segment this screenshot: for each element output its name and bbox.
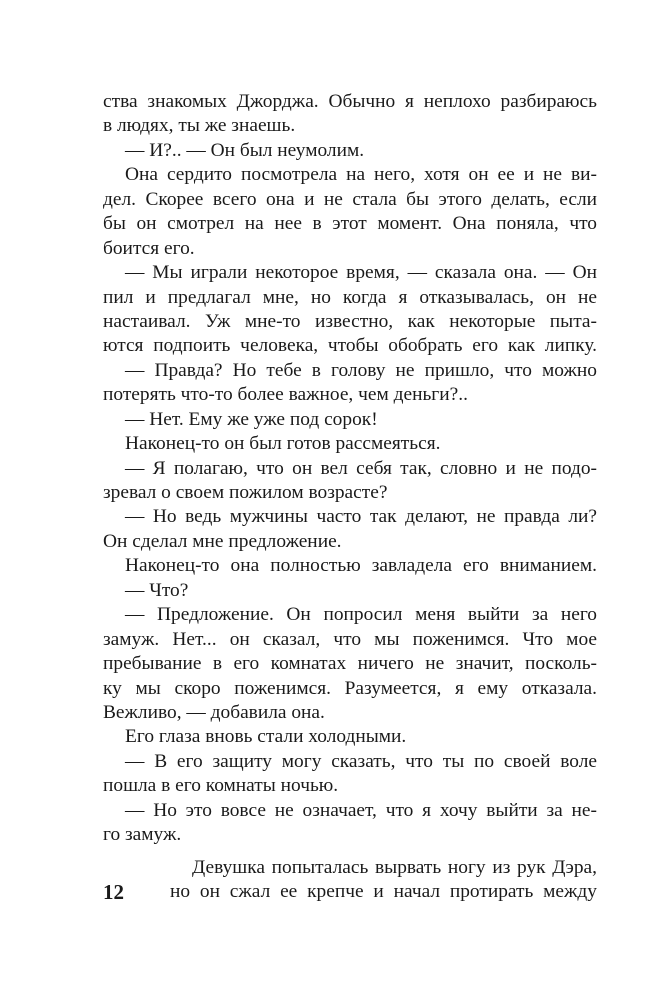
text-line: пребывание в его комнатах ничего не значит, посколь- (103, 653, 597, 675)
text-line: бы он смотрел на нее в этот момент. Она поняла, что (103, 213, 597, 235)
text-line: Она сердито посмотрела на него, хотя он ее и не ви- (125, 164, 597, 186)
text-line: замуж. Нет... он сказал, что мы поженимся. Что мое (103, 628, 597, 650)
text-line: — Что? (125, 579, 189, 601)
text-line: пил и предлагал мне, но когда я отказывалась, он не (103, 286, 597, 308)
text-line: зревал о своем пожилом возрасте? (103, 482, 388, 503)
text-line: — И?.. — Он был неумолим. (125, 139, 365, 161)
text-line: пошла в его комнаты ночью. (103, 775, 339, 797)
text-line: ку мы скоро поженимся. Разумеется, я ему отказала. (103, 677, 597, 699)
page-number: 12 (103, 880, 124, 904)
text-line: Он сделал мне предложение. (103, 530, 342, 552)
text-line: но он сжал ее крепче и начал протирать между (170, 881, 597, 903)
text-line: дел. Скорее всего она и не стала бы этого делать, если (103, 188, 597, 210)
text-line: — Правда? Но тебе в голову не пришло, что можно (125, 359, 597, 381)
body-text (103, 90, 597, 848)
text-line: Девушка попыталась вырвать ногу из рук Дэра, (192, 857, 597, 878)
text-line: — Мы играли некоторое время, — сказала она. — Он (125, 262, 597, 284)
text-line: — Но ведь мужчины часто так делают, не правда ли? (125, 506, 597, 528)
text-line: — Предложение. Он попросил меня выйти за него (125, 604, 597, 626)
text-line: в людях, ты же знаешь. (103, 115, 296, 137)
text-line: — В его защиту могу сказать, что ты по своей воле (125, 750, 597, 772)
text-line: ства знакомых Джорджа. Обычно я неплохо разбираюсь (103, 91, 597, 112)
text-line: — Но это вовсе не означает, что я хочу выйти за не- (125, 799, 597, 821)
continuation-text (170, 856, 597, 905)
text-line: го замуж. (103, 824, 182, 846)
text-line: настаивал. Уж мне-то известно, как некоторые пыта- (103, 310, 597, 332)
text-line: ются подпоить человека, чтобы обобрать его как липку. (103, 335, 597, 357)
text-line: Его глаза вновь стали холодными. (125, 726, 407, 748)
text-line: — Нет. Ему же уже под сорок! (125, 408, 378, 430)
text-line: Наконец-то она полностью завладела его вниманием. (125, 555, 597, 577)
text-line: Вежливо, — добавила она. (103, 701, 325, 723)
text-line: боится его. (103, 237, 195, 259)
text-line: Наконец-то он был готов рассмеяться. (125, 433, 441, 455)
text-line: потерять что-то более важное, чем деньги?.. (103, 384, 468, 406)
text-line: — Я полагаю, что он вел себя так, словно и не подо- (125, 457, 597, 479)
